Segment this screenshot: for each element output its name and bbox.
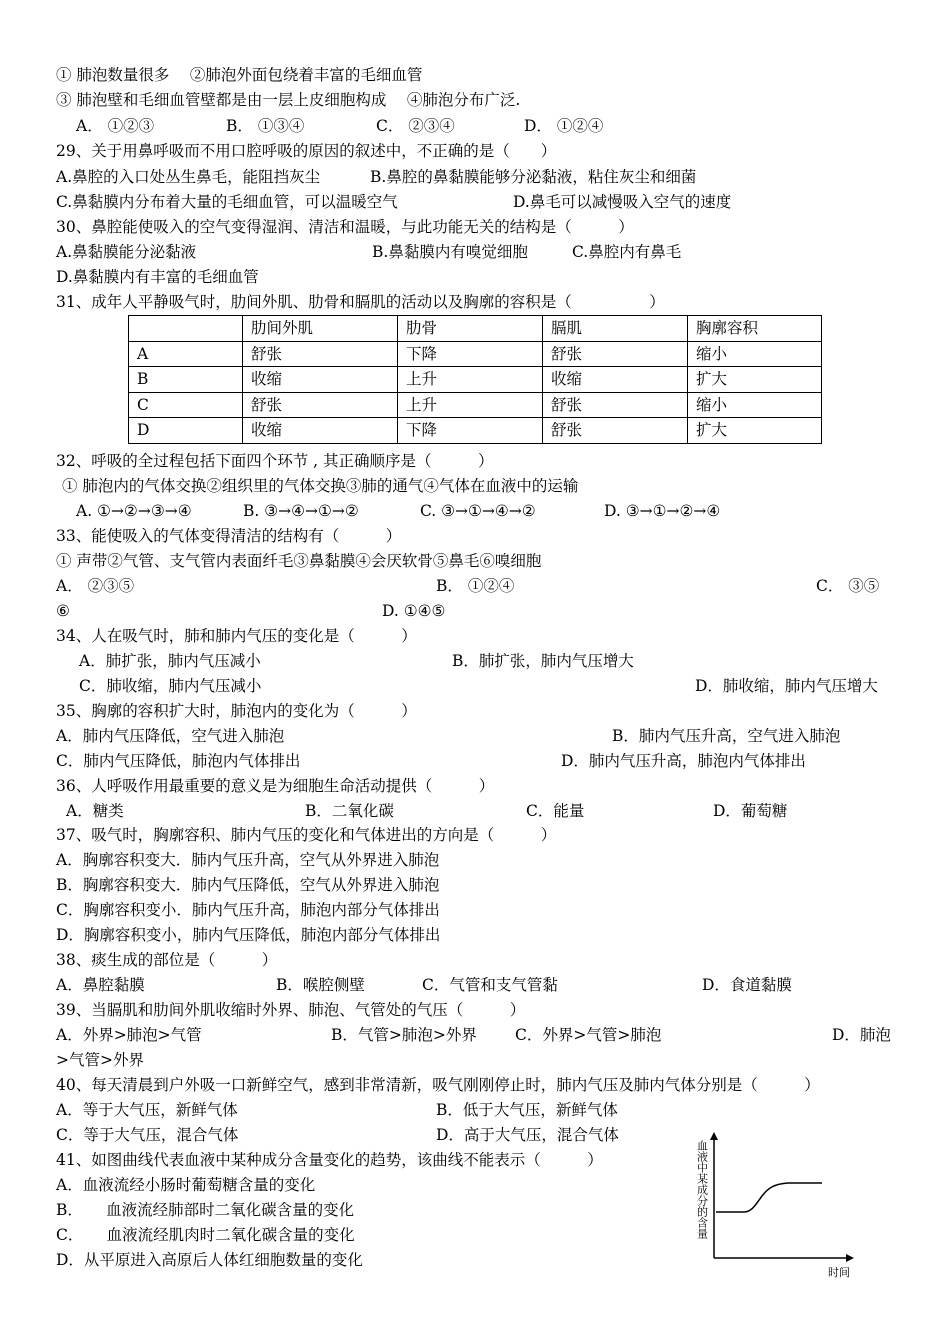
table-cell: 收缩 — [243, 418, 398, 444]
q37-option-c: C．胸廓容积变小．肺内气压升高，肺泡内部分气体排出 — [56, 901, 440, 919]
table-cell: D — [129, 418, 243, 444]
table-cell: 扩大 — [688, 367, 822, 393]
q33-option-a: A． ②③⑤ — [56, 577, 135, 595]
table-cell: 上升 — [398, 367, 543, 393]
table-row — [129, 367, 822, 393]
y-axis-arrow-icon — [710, 1132, 718, 1140]
q31-table — [128, 315, 822, 444]
y-axis-label: 血液中某成分的含量 — [695, 1140, 709, 1239]
q36-stem: 36、人呼吸作用最重要的意义是为细胞生命活动提供（ ） — [56, 777, 495, 795]
q39-option-d-cont: >气管>外界 — [56, 1051, 144, 1069]
q36-option-d: D．葡萄糖 — [713, 802, 788, 820]
q31-stem: 31、成年人平静吸气时，肋间外肌、肋骨和膈肌的活动以及胸廓的容积是（ ） — [56, 293, 665, 311]
table-row — [129, 418, 822, 444]
q35-option-d: D．肺内气压升高，肺泡内气体排出 — [561, 752, 806, 770]
q40-stem: 40、每天清晨到户外吸一口新鲜空气，感到非常清新，吸气刚刚停止时，肺内气压及肺内气体分别是（ ） — [56, 1076, 820, 1094]
q35-option-a: A．肺内气压降低，空气进入肺泡 — [56, 727, 285, 745]
q32-statement: ① 肺泡内的气体交换②组织里的气体交换③肺的通气④气体在血液中的运输 — [62, 477, 579, 495]
q34-option-a: A．肺扩张，肺内气压减小 — [79, 652, 261, 670]
q32-option-b: B. ③→④→①→② — [243, 502, 359, 520]
q34-option-d: D．肺收缩，肺内气压增大 — [695, 677, 878, 695]
q39-stem: 39、当膈肌和肋间外肌收缩时外界、肺泡、气管处的气压（ ） — [56, 1001, 526, 1019]
q32-option-a: A. ①→②→③→④ — [76, 502, 192, 520]
q35-option-c: C．肺内气压降低，肺泡内气体排出 — [56, 752, 301, 770]
q39-option-d: D．肺泡 — [832, 1026, 891, 1044]
q41-option-d: D．从平原进入高原后人体红细胞数量的变化 — [56, 1251, 363, 1269]
q32-option-d: D. ③→①→②→④ — [604, 502, 721, 520]
table-cell: 舒张 — [543, 392, 688, 418]
q29-option-c: C.鼻黏膜内分布着大量的毛细血管，可以温暖空气 — [56, 193, 398, 211]
table-cell: C — [129, 392, 243, 418]
x-axis-label: 时间 — [828, 1266, 850, 1279]
q28-option-d: D． ①②④ — [524, 117, 604, 135]
q30-option-d: D.鼻黏膜内有丰富的毛细血管 — [56, 268, 259, 286]
q37-option-d: D．胸廓容积变小，肺内气压降低，肺泡内部分气体排出 — [56, 926, 441, 944]
q30-stem: 30、鼻腔能使吸入的空气变得湿润、清洁和温暖，与此功能无关的结构是（ ） — [56, 218, 634, 236]
table-cell — [129, 316, 243, 342]
q39-option-c: C．外界>气管>肺泡 — [515, 1026, 662, 1044]
table-cell: A — [129, 341, 243, 367]
table-cell: 下降 — [398, 418, 543, 444]
q32-option-c: C. ③→①→④→② — [420, 502, 536, 520]
q36-option-b: B．二氧化碳 — [305, 802, 394, 820]
table-cell: 上升 — [398, 392, 543, 418]
table-header-row — [129, 316, 822, 342]
table-cell: 缩小 — [688, 392, 822, 418]
q37-stem: 37、吸气时，胸廓容积、肺内气压的变化和气体进出的方向是（ ） — [56, 826, 557, 844]
table-cell: 舒张 — [543, 418, 688, 444]
q30-option-c: C.鼻腔内有鼻毛 — [572, 243, 682, 261]
q28-option-b: B． ①③④ — [226, 117, 305, 135]
q30-option-b: B.鼻黏膜内有嗅觉细胞 — [372, 243, 528, 261]
q35-stem: 35、胸廓的容积扩大时，肺泡内的变化为（ ） — [56, 702, 417, 720]
q33-option-c: C． ③⑤ — [816, 577, 880, 595]
table-row — [129, 341, 822, 367]
q33-option-b: B． ①②④ — [436, 577, 515, 595]
q30-option-a: A.鼻黏膜能分泌黏液 — [56, 243, 197, 261]
q29-option-d: D.鼻毛可以减慢吸入空气的速度 — [513, 193, 732, 211]
q41-option-c: C． 血液流经肌肉时二氧化碳含量的变化 — [56, 1226, 355, 1244]
q40-option-c: C．等于大气压，混合气体 — [56, 1126, 239, 1144]
q41-curve-graph — [690, 1130, 860, 1280]
q33-statement: ① 声带②气管、支气管内表面纤毛③鼻黏膜④会厌软骨⑤鼻毛⑥嗅细胞 — [56, 552, 542, 570]
table-cell: 舒张 — [243, 341, 398, 367]
q40-option-b: B．低于大气压，新鲜气体 — [436, 1101, 618, 1119]
q36-option-c: C．能量 — [526, 802, 585, 820]
q29-option-b: B.鼻腔的鼻黏膜能够分泌黏液，粘住灰尘和细菌 — [370, 168, 697, 186]
q41-option-b: B． 血液流经肺部时二氧化碳含量的变化 — [56, 1201, 355, 1219]
q28-option-c: C． ②③④ — [376, 117, 455, 135]
q39-option-a: A．外界>肺泡>气管 — [56, 1026, 202, 1044]
q34-option-c: C．肺收缩，肺内气压减小 — [79, 677, 262, 695]
q38-option-b: B．喉腔侧壁 — [276, 976, 365, 994]
table-cell: 肋骨 — [398, 316, 543, 342]
q37-option-b: B．胸廓容积变大．肺内气压降低，空气从外界进入肺泡 — [56, 876, 440, 894]
q37-option-a: A．胸廓容积变大．肺内气压升高，空气从外界进入肺泡 — [56, 851, 440, 869]
table-cell: 扩大 — [688, 418, 822, 444]
table-cell: 膈肌 — [543, 316, 688, 342]
q28-statement-1: ① 肺泡数量很多 ②肺泡外面包绕着丰富的毛细血管 — [56, 66, 423, 84]
q39-option-b: B．气管>肺泡>外界 — [331, 1026, 477, 1044]
table-cell: 肋间外肌 — [243, 316, 398, 342]
q33-stem: 33、能使吸入的气体变得清洁的结构有（ ） — [56, 527, 402, 545]
q38-option-c: C．气管和支气管黏 — [422, 976, 558, 994]
trend-curve — [716, 1183, 822, 1212]
table-cell: 收缩 — [543, 367, 688, 393]
q32-stem: 32、呼吸的全过程包括下面四个环节 , 其正确顺序是（ ） — [56, 452, 494, 470]
q41-stem: 41、如图曲线代表血液中某种成分含量变化的趋势，该曲线不能表示（ ） — [56, 1151, 603, 1169]
q29-stem: 29、关于用鼻呼吸而不用口腔呼吸的原因的叙述中，不正确的是（ ） — [56, 142, 557, 160]
table-cell: B — [129, 367, 243, 393]
q28-statement-2: ③ 肺泡壁和毛细血管壁都是由一层上皮细胞构成 ④肺泡分布广泛. — [56, 91, 521, 109]
q35-option-b: B．肺内气压升高，空气进入肺泡 — [612, 727, 841, 745]
q36-option-a: A．糖类 — [66, 802, 124, 820]
table-cell: 胸廓容积 — [688, 316, 822, 342]
q29-option-a: A.鼻腔的入口处丛生鼻毛，能阻挡灰尘 — [56, 168, 321, 186]
q28-option-a: A． ①②③ — [76, 117, 155, 135]
table-cell: 舒张 — [243, 392, 398, 418]
q38-option-a: A．鼻腔黏膜 — [56, 976, 145, 994]
x-axis-arrow-icon — [846, 1254, 854, 1262]
table-row — [129, 392, 822, 418]
q33-option-d: D. ①④⑤ — [382, 602, 446, 620]
table-cell: 下降 — [398, 341, 543, 367]
table-cell: 收缩 — [243, 367, 398, 393]
q38-stem: 38、痰生成的部位是（ ） — [56, 951, 278, 969]
table-cell: 缩小 — [688, 341, 822, 367]
q33-option-c-cont: ⑥ — [56, 602, 70, 620]
q41-option-a: A．血液流经小肠时葡萄糖含量的变化 — [56, 1176, 316, 1194]
q38-option-d: D．食道黏膜 — [702, 976, 792, 994]
table-cell: 舒张 — [543, 341, 688, 367]
q34-stem: 34、人在吸气时，肺和肺内气压的变化是（ ） — [56, 627, 417, 645]
q40-option-d: D．高于大气压，混合气体 — [436, 1126, 619, 1144]
q40-option-a: A．等于大气压，新鲜气体 — [56, 1101, 238, 1119]
q34-option-b: B．肺扩张，肺内气压增大 — [452, 652, 634, 670]
